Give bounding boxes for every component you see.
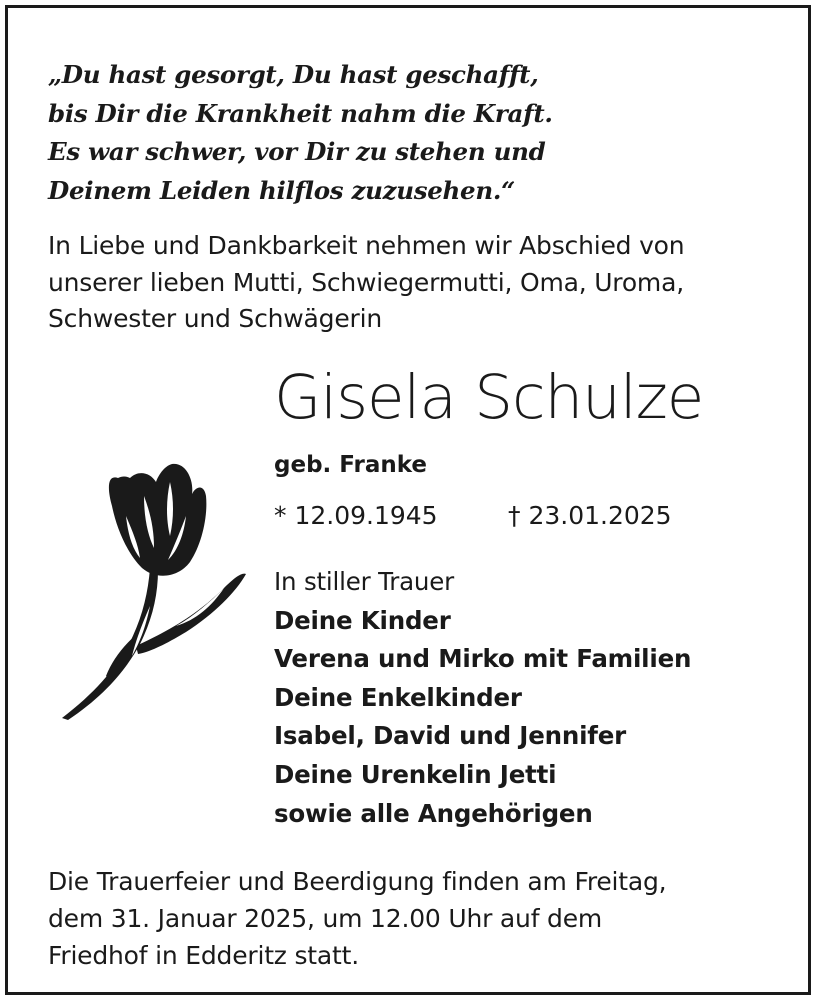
quote-line: bis Dir die Krankheit nahm die Kraft. <box>48 98 553 128</box>
mourner-line: Deine Enkelkinder <box>274 682 522 712</box>
service-line: Friedhof in Edderitz statt. <box>48 941 359 970</box>
mourners-list <box>274 563 691 833</box>
quote-line: Deinem Leiden hilflos zuzusehen.“ <box>48 175 515 205</box>
mourner-line: sowie alle Angehörigen <box>274 798 593 828</box>
death-date: † 23.01.2025 <box>508 501 672 530</box>
birth-date: * 12.09.1945 <box>274 501 438 530</box>
memorial-quote <box>48 56 748 210</box>
intro-line: In Liebe und Dankbarkeit nehmen wir Abschied von <box>48 231 685 260</box>
deceased-name: Gisela Schulze <box>274 362 704 433</box>
quote-line: Es war schwer, vor Dir zu stehen und <box>48 137 546 166</box>
obituary-frame <box>5 5 811 995</box>
mourner-line: Deine Kinder <box>274 605 451 635</box>
service-line: dem 31. Januar 2025, um 12.00 Uhr auf dem <box>48 904 603 933</box>
quote-line: „Du hast gesorgt, Du hast geschafft, <box>48 60 539 89</box>
birth-name: geb. Franke <box>274 452 428 478</box>
service-line: Die Trauerfeier und Beerdigung finden am Freitag, <box>48 867 667 896</box>
tulip-icon <box>46 456 246 721</box>
mourner-line: Isabel, David und Jennifer <box>274 721 627 751</box>
intro-line: Schwester und Schwägerin <box>48 304 382 333</box>
mourners-heading: In stiller Trauer <box>274 567 454 596</box>
intro-line: unserer lieben Mutti, Schwiegermutti, Oma, Uroma, <box>48 267 684 297</box>
farewell-intro <box>48 228 788 338</box>
mourner-line: Verena und Mirko mit Familien <box>274 644 692 674</box>
funeral-service-info <box>48 863 788 974</box>
life-dates <box>274 498 672 534</box>
mourner-line: Deine Urenkelin Jetti <box>274 759 557 789</box>
